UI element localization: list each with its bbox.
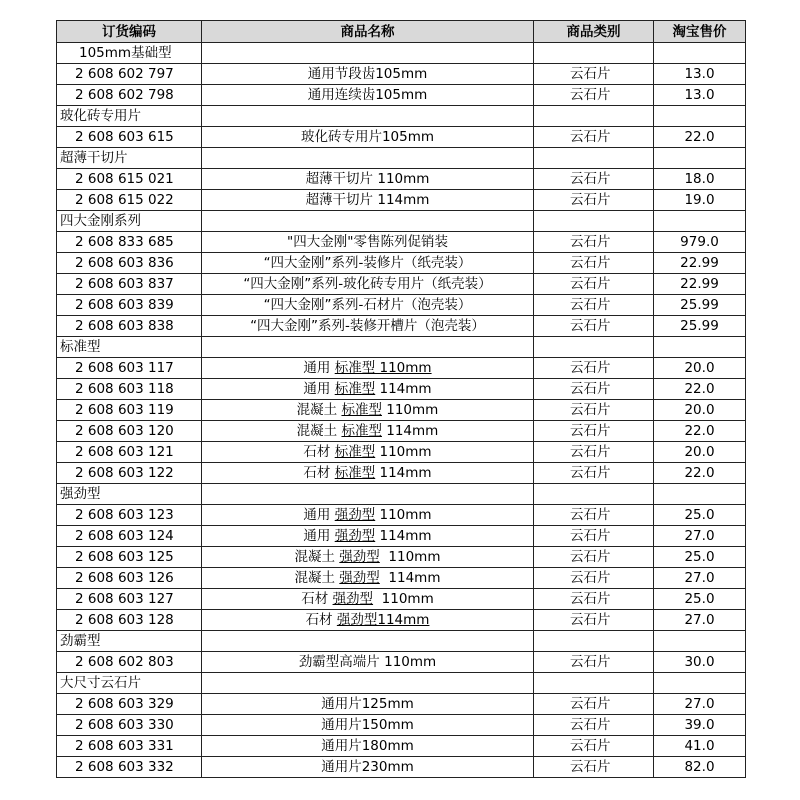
- table-row: [57, 232, 746, 253]
- price-cell: 30.0: [654, 652, 746, 673]
- name-part: “四大金刚”系列-装修开槽片（泡壳装）: [250, 318, 485, 334]
- table-row: [57, 295, 746, 316]
- underlined-name-part: 标准型 110mm: [334, 360, 432, 376]
- table-row: [57, 64, 746, 85]
- name-part: 114mm: [379, 570, 441, 586]
- product-name-cell: [202, 421, 534, 442]
- order-code-cell: 2 608 615 022: [57, 190, 202, 211]
- name-part: 石材: [303, 444, 335, 460]
- empty-cell: [654, 211, 746, 232]
- empty-cell: [654, 484, 746, 505]
- table-row: [57, 547, 746, 568]
- product-name-cell: [202, 757, 534, 778]
- name-part: 通用: [303, 528, 335, 544]
- name-part: 玻化砖专用片105mm: [300, 129, 435, 145]
- product-name-cell: [202, 274, 534, 295]
- empty-cell: [654, 673, 746, 694]
- empty-cell: [534, 631, 654, 652]
- product-name-cell: [202, 190, 534, 211]
- group-label: 标准型: [57, 337, 202, 358]
- order-code-cell: 2 608 833 685: [57, 232, 202, 253]
- table-row: [57, 715, 746, 736]
- price-cell: 27.0: [654, 526, 746, 547]
- order-code-cell: 2 608 603 125: [57, 547, 202, 568]
- group-label: 强劲型: [57, 484, 202, 505]
- underlined-name-part: 强劲型: [339, 549, 380, 565]
- name-part: "四大金刚"零售陈列促销装: [287, 234, 448, 250]
- order-code-cell: 2 608 603 838: [57, 316, 202, 337]
- table-row: [57, 316, 746, 337]
- price-cell: 18.0: [654, 169, 746, 190]
- underlined-name-part: 标准型: [334, 381, 376, 397]
- category-cell: 云石片: [534, 526, 654, 547]
- table-row: [57, 610, 746, 631]
- category-cell: 云石片: [534, 442, 654, 463]
- name-part: 石材: [301, 591, 333, 607]
- group-label: 105mm基础型: [57, 43, 202, 64]
- empty-cell: [654, 148, 746, 169]
- empty-cell: [202, 148, 534, 169]
- name-part: 110mm: [375, 444, 432, 460]
- name-part: 超薄干切片 114mm: [305, 192, 430, 208]
- table-row: [57, 757, 746, 778]
- name-part: 通用节段齿105mm: [307, 66, 428, 82]
- group-label: 超薄干切片: [57, 148, 202, 169]
- name-part: 石材: [305, 612, 337, 628]
- order-code-cell: 2 608 603 329: [57, 694, 202, 715]
- price-cell: 13.0: [654, 85, 746, 106]
- category-cell: 云石片: [534, 715, 654, 736]
- empty-cell: [534, 211, 654, 232]
- category-cell: 云石片: [534, 379, 654, 400]
- product-name-cell: [202, 568, 534, 589]
- category-cell: 云石片: [534, 64, 654, 85]
- group-label: 四大金刚系列: [57, 211, 202, 232]
- name-part: 超薄干切片 110mm: [305, 171, 430, 187]
- group-row: [57, 631, 746, 652]
- group-row: [57, 211, 746, 232]
- name-part: 混凝土: [296, 402, 342, 418]
- product-name-cell: [202, 736, 534, 757]
- empty-cell: [534, 337, 654, 358]
- table-row: [57, 694, 746, 715]
- order-code-cell: 2 608 602 798: [57, 85, 202, 106]
- table-row: [57, 568, 746, 589]
- order-code-cell: 2 608 603 331: [57, 736, 202, 757]
- empty-cell: [202, 211, 534, 232]
- price-cell: 25.99: [654, 295, 746, 316]
- header-category: 商品类别: [534, 21, 654, 43]
- table-row: [57, 253, 746, 274]
- table-row: [57, 736, 746, 757]
- category-cell: 云石片: [534, 547, 654, 568]
- product-name-cell: [202, 610, 534, 631]
- category-cell: 云石片: [534, 127, 654, 148]
- underlined-name-part: 强劲型: [334, 507, 376, 523]
- order-code-cell: 2 608 603 332: [57, 757, 202, 778]
- name-part: “四大金刚”系列-装修片（纸壳装）: [263, 255, 472, 271]
- table-row: [57, 652, 746, 673]
- product-name-cell: [202, 295, 534, 316]
- product-name-cell: [202, 652, 534, 673]
- order-code-cell: 2 608 603 837: [57, 274, 202, 295]
- empty-cell: [202, 631, 534, 652]
- group-label: 劲霸型: [57, 631, 202, 652]
- name-part: 114mm: [375, 381, 432, 397]
- name-part: 混凝土: [294, 570, 340, 586]
- category-cell: 云石片: [534, 736, 654, 757]
- table-row: [57, 526, 746, 547]
- name-part: 110mm: [379, 549, 441, 565]
- table-body: [57, 43, 746, 778]
- table-row: [57, 442, 746, 463]
- price-cell: 25.0: [654, 589, 746, 610]
- price-cell: 25.0: [654, 505, 746, 526]
- table-row: [57, 505, 746, 526]
- product-name-cell: [202, 694, 534, 715]
- empty-cell: [534, 148, 654, 169]
- group-row: [57, 484, 746, 505]
- product-name-cell: [202, 127, 534, 148]
- product-name-cell: [202, 253, 534, 274]
- order-code-cell: 2 608 603 128: [57, 610, 202, 631]
- price-cell: 41.0: [654, 736, 746, 757]
- category-cell: 云石片: [534, 505, 654, 526]
- header-order-code: 订货编码: [57, 21, 202, 43]
- order-code-cell: 2 608 603 120: [57, 421, 202, 442]
- table-row: [57, 85, 746, 106]
- name-part: 混凝土: [296, 423, 342, 439]
- table-row: [57, 190, 746, 211]
- category-cell: 云石片: [534, 316, 654, 337]
- table-row: [57, 379, 746, 400]
- group-row: [57, 106, 746, 127]
- empty-cell: [534, 673, 654, 694]
- category-cell: 云石片: [534, 232, 654, 253]
- product-name-cell: [202, 589, 534, 610]
- name-part: 通用: [303, 360, 335, 376]
- order-code-cell: 2 608 603 330: [57, 715, 202, 736]
- product-name-cell: [202, 232, 534, 253]
- name-part: 混凝土: [294, 549, 340, 565]
- category-cell: 云石片: [534, 274, 654, 295]
- order-code-cell: 2 608 602 803: [57, 652, 202, 673]
- product-name-cell: [202, 505, 534, 526]
- empty-cell: [534, 43, 654, 64]
- underlined-name-part: 强劲型: [339, 570, 380, 586]
- product-name-cell: [202, 64, 534, 85]
- group-row: [57, 337, 746, 358]
- name-part: 通用: [303, 381, 335, 397]
- underlined-name-part: 强劲型: [334, 528, 376, 544]
- table-row: [57, 127, 746, 148]
- order-code-cell: 2 608 603 124: [57, 526, 202, 547]
- price-cell: 25.0: [654, 547, 746, 568]
- category-cell: 云石片: [534, 568, 654, 589]
- category-cell: 云石片: [534, 400, 654, 421]
- empty-cell: [654, 43, 746, 64]
- empty-cell: [202, 106, 534, 127]
- product-name-cell: [202, 463, 534, 484]
- name-part: 110mm: [381, 402, 439, 418]
- underlined-name-part: 强劲型: [332, 591, 374, 607]
- name-part: 通用片125mm: [321, 696, 414, 712]
- category-cell: 云石片: [534, 652, 654, 673]
- order-code-cell: 2 608 603 118: [57, 379, 202, 400]
- price-cell: 82.0: [654, 757, 746, 778]
- price-cell: 22.0: [654, 421, 746, 442]
- product-name-cell: [202, 169, 534, 190]
- price-cell: 22.0: [654, 127, 746, 148]
- price-cell: 20.0: [654, 358, 746, 379]
- order-code-cell: 2 608 603 839: [57, 295, 202, 316]
- category-cell: 云石片: [534, 358, 654, 379]
- group-row: [57, 43, 746, 64]
- name-part: “四大金刚”系列-石材片（泡壳装）: [263, 297, 472, 313]
- name-part: 通用片150mm: [321, 717, 414, 733]
- category-cell: 云石片: [534, 169, 654, 190]
- empty-cell: [534, 484, 654, 505]
- name-part: 劲霸型高端片 110mm: [298, 654, 437, 670]
- price-cell: 20.0: [654, 442, 746, 463]
- empty-cell: [202, 337, 534, 358]
- order-code-cell: 2 608 603 836: [57, 253, 202, 274]
- price-cell: 22.99: [654, 253, 746, 274]
- category-cell: 云石片: [534, 421, 654, 442]
- name-part: 114mm: [375, 465, 432, 481]
- underlined-name-part: 标准型: [341, 423, 382, 439]
- name-part: 通用: [303, 507, 335, 523]
- table-row: [57, 358, 746, 379]
- category-cell: 云石片: [534, 694, 654, 715]
- empty-cell: [654, 337, 746, 358]
- category-cell: 云石片: [534, 463, 654, 484]
- empty-cell: [654, 106, 746, 127]
- table-row: [57, 400, 746, 421]
- name-part: 114mm: [375, 528, 432, 544]
- name-part: 通用片180mm: [321, 738, 414, 754]
- underlined-name-part: 标准型: [334, 465, 376, 481]
- product-name-cell: [202, 400, 534, 421]
- header-price: 淘宝售价: [654, 21, 746, 43]
- product-name-cell: [202, 547, 534, 568]
- price-cell: 27.0: [654, 694, 746, 715]
- table-row: [57, 169, 746, 190]
- name-part: 通用连续齿105mm: [307, 87, 428, 103]
- empty-cell: [202, 43, 534, 64]
- price-cell: 13.0: [654, 64, 746, 85]
- price-cell: 25.99: [654, 316, 746, 337]
- header-product-name: 商品名称: [202, 21, 534, 43]
- price-cell: 19.0: [654, 190, 746, 211]
- category-cell: 云石片: [534, 589, 654, 610]
- order-code-cell: 2 608 603 126: [57, 568, 202, 589]
- group-row: [57, 148, 746, 169]
- empty-cell: [202, 484, 534, 505]
- header-row: [57, 21, 746, 43]
- name-part: 114mm: [381, 423, 439, 439]
- order-code-cell: 2 608 603 122: [57, 463, 202, 484]
- product-name-cell: [202, 379, 534, 400]
- price-cell: 979.0: [654, 232, 746, 253]
- product-name-cell: [202, 526, 534, 547]
- order-code-cell: 2 608 603 121: [57, 442, 202, 463]
- price-cell: 22.99: [654, 274, 746, 295]
- order-code-cell: 2 608 603 615: [57, 127, 202, 148]
- group-row: [57, 673, 746, 694]
- name-part: 110mm: [373, 591, 434, 607]
- product-name-cell: [202, 715, 534, 736]
- price-cell: 27.0: [654, 610, 746, 631]
- order-code-cell: 2 608 603 119: [57, 400, 202, 421]
- category-cell: 云石片: [534, 757, 654, 778]
- order-code-cell: 2 608 615 021: [57, 169, 202, 190]
- group-label: 大尺寸云石片: [57, 673, 202, 694]
- product-name-cell: [202, 442, 534, 463]
- underlined-name-part: 标准型: [334, 444, 376, 460]
- name-part: 110mm: [375, 507, 432, 523]
- price-cell: 27.0: [654, 568, 746, 589]
- name-part: 石材: [303, 465, 335, 481]
- order-code-cell: 2 608 603 123: [57, 505, 202, 526]
- category-cell: 云石片: [534, 190, 654, 211]
- group-label: 玻化砖专用片: [57, 106, 202, 127]
- price-cell: 39.0: [654, 715, 746, 736]
- empty-cell: [202, 673, 534, 694]
- empty-cell: [654, 631, 746, 652]
- product-name-cell: [202, 85, 534, 106]
- table-row: [57, 589, 746, 610]
- price-table: [56, 20, 746, 778]
- category-cell: 云石片: [534, 295, 654, 316]
- underlined-name-part: 强劲型114mm: [336, 612, 430, 628]
- order-code-cell: 2 608 603 127: [57, 589, 202, 610]
- product-name-cell: [202, 358, 534, 379]
- order-code-cell: 2 608 603 117: [57, 358, 202, 379]
- name-part: “四大金刚”系列-玻化砖专用片（纸壳装）: [243, 276, 492, 292]
- category-cell: 云石片: [534, 85, 654, 106]
- table-row: [57, 274, 746, 295]
- table-row: [57, 421, 746, 442]
- price-cell: 20.0: [654, 400, 746, 421]
- price-cell: 22.0: [654, 379, 746, 400]
- empty-cell: [534, 106, 654, 127]
- product-name-cell: [202, 316, 534, 337]
- table-row: [57, 463, 746, 484]
- name-part: 通用片230mm: [321, 759, 414, 775]
- order-code-cell: 2 608 602 797: [57, 64, 202, 85]
- category-cell: 云石片: [534, 253, 654, 274]
- price-cell: 22.0: [654, 463, 746, 484]
- underlined-name-part: 标准型: [341, 402, 382, 418]
- category-cell: 云石片: [534, 610, 654, 631]
